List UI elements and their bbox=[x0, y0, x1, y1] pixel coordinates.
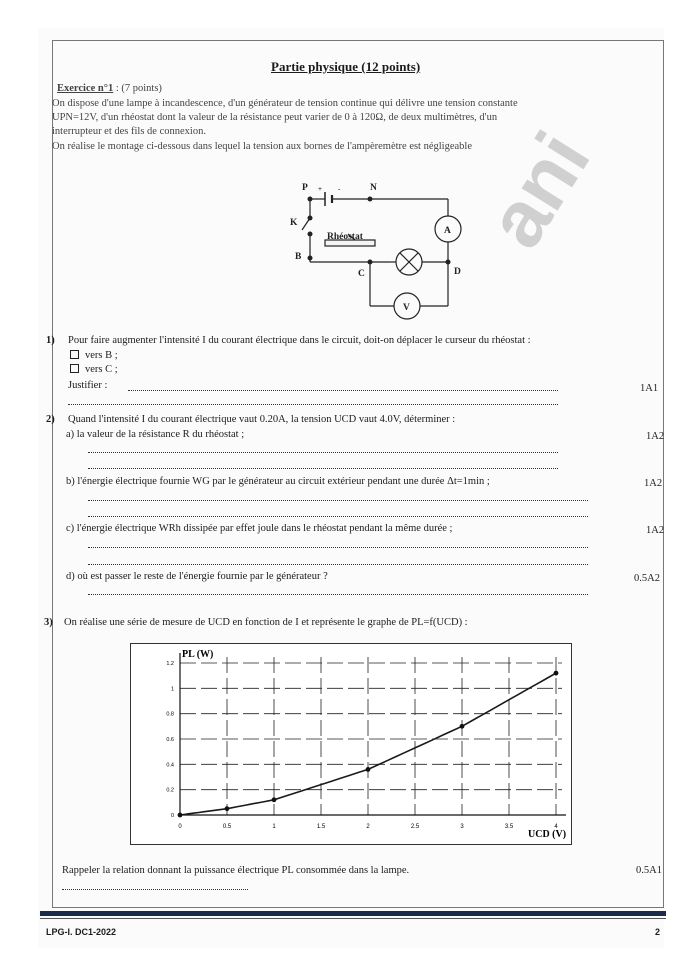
q1-answer-line-2[interactable] bbox=[68, 404, 558, 405]
y-axis-label: PL (W) bbox=[182, 649, 214, 660]
q1-option-b-label: vers B ; bbox=[85, 350, 118, 361]
footer-reference: LPG-I. DC1-2022 bbox=[46, 927, 117, 937]
exercise-points: : (7 points) bbox=[115, 83, 162, 94]
q2b-text: b) l'énergie électrique fournie WG par le générateur au circuit extérieur pendant une durée Δt=1min ; bbox=[66, 476, 490, 487]
x-tick-label: 0.5 bbox=[222, 824, 232, 830]
label-n: N bbox=[370, 183, 377, 193]
page-title: Partie physique (12 points) bbox=[271, 59, 421, 74]
q2a-score: 1A2 bbox=[646, 431, 665, 442]
label-p: P bbox=[302, 183, 308, 193]
q2c-score: 1A2 bbox=[646, 525, 665, 536]
label-voltmeter: V bbox=[403, 303, 410, 313]
q1-justify-label: Justifier : bbox=[68, 380, 108, 391]
intro-line-4: On réalise le montage ci-dessous dans lequel la tension aux bornes de l'ampèremètre est négligeable bbox=[52, 141, 472, 152]
exercise-heading bbox=[57, 82, 162, 95]
q2-number: 2) bbox=[46, 414, 55, 425]
y-tick-label: 0.8 bbox=[166, 711, 174, 718]
footer-bar bbox=[40, 911, 666, 916]
q2a-answer-line-1[interactable] bbox=[88, 452, 558, 453]
label-d: D bbox=[454, 267, 461, 277]
data-point bbox=[272, 797, 277, 802]
power-voltage-chart bbox=[130, 643, 572, 845]
chart-frame bbox=[131, 644, 572, 845]
q2a-text: a) la valeur de la résistance R du rhéostat ; bbox=[66, 429, 245, 440]
exercise-label: Exercice n°1 bbox=[57, 83, 114, 94]
q3-text: On réalise une série de mesure de UCD en fonction de I et représente le graphe de PL=f(UCD) : bbox=[64, 617, 468, 628]
q2b-score: 1A2 bbox=[644, 478, 663, 489]
data-point bbox=[225, 806, 230, 811]
q2-text: Quand l'intensité I du courant électrique vaut 0.20A, la tension UCD vaut 4.0V, déterminer : bbox=[68, 414, 456, 425]
x-tick-label: 0 bbox=[178, 824, 182, 830]
intro-line-3: interrupteur et des fils de connexion. bbox=[52, 126, 206, 137]
label-plus: + bbox=[318, 185, 322, 193]
recall-score: 0.5A1 bbox=[636, 865, 662, 876]
q2b-answer-line-1[interactable] bbox=[88, 500, 588, 501]
x-tick-label: 3 bbox=[460, 824, 464, 830]
x-tick-label: 1.5 bbox=[316, 824, 326, 830]
page-number: 2 bbox=[655, 927, 661, 937]
label-b: B bbox=[295, 252, 302, 262]
q2a-answer-line-2[interactable] bbox=[88, 468, 558, 469]
q2d-text: d) où est passer le reste de l'énergie fournie par le générateur ? bbox=[66, 571, 328, 582]
q3-number: 3) bbox=[44, 617, 53, 628]
label-minus: - bbox=[338, 185, 341, 193]
y-tick-label: 0 bbox=[170, 813, 174, 819]
intro-line-2: UPN=12V, d'un rhéostat dont la valeur de la résistance peut varier de 0 à 120Ω, de deux multimètres, d'un bbox=[52, 112, 498, 123]
x-tick-label: 4 bbox=[554, 824, 558, 830]
checkbox-c[interactable] bbox=[70, 364, 79, 373]
data-point bbox=[178, 813, 183, 818]
q1-option-c-label: vers C ; bbox=[85, 364, 118, 375]
x-tick-label: 2 bbox=[366, 824, 370, 830]
q2b-answer-line-2[interactable] bbox=[88, 516, 588, 517]
label-ammeter: A bbox=[444, 226, 451, 236]
data-point bbox=[554, 671, 559, 676]
data-point bbox=[366, 767, 371, 772]
q2c-answer-line-1[interactable] bbox=[88, 547, 588, 548]
y-tick-label: 1.2 bbox=[166, 661, 174, 667]
q1-score: 1A1 bbox=[640, 383, 659, 394]
q1-answer-line-1[interactable] bbox=[128, 390, 558, 391]
q2c-answer-line-2[interactable] bbox=[88, 564, 588, 565]
y-tick-label: 0.4 bbox=[166, 762, 174, 769]
q1-text: Pour faire augmenter l'intensité I du courant électrique dans le circuit, doit-on déplacer le curseur du rhéostat : bbox=[68, 335, 531, 346]
y-tick-label: 0.6 bbox=[166, 737, 174, 743]
q1-number: 1) bbox=[46, 335, 55, 346]
data-point bbox=[460, 724, 465, 729]
recall-question: Rappeler la relation donnant la puissance électrique PL consommée dans la lampe. bbox=[62, 865, 410, 876]
circuit-diagram bbox=[280, 176, 480, 326]
x-axis-label: UCD (V) bbox=[528, 829, 567, 840]
recall-answer-line[interactable] bbox=[62, 889, 248, 890]
q2c-text: c) l'énergie électrique WRh dissipée par effet joule dans le rhéostat pendant la même durée ; bbox=[66, 523, 453, 534]
q1-option-b[interactable] bbox=[70, 349, 118, 362]
checkbox-b[interactable] bbox=[70, 350, 79, 359]
intro-line-1: On dispose d'une lampe à incandescence, d'un générateur de tension continue qui délivre une tension constante bbox=[52, 98, 518, 109]
label-c: C bbox=[358, 269, 365, 279]
y-tick-label: 0.2 bbox=[166, 787, 174, 794]
label-k: K bbox=[290, 218, 298, 228]
q2d-answer-line[interactable] bbox=[88, 594, 588, 595]
watermark: ani bbox=[470, 116, 607, 263]
x-tick-label: 2.5 bbox=[410, 824, 420, 830]
x-tick-label: 1 bbox=[272, 824, 276, 830]
q2d-score: 0.5A2 bbox=[634, 573, 660, 584]
label-rheostat: Rhéostat bbox=[327, 232, 363, 242]
x-tick-label: 3.5 bbox=[504, 824, 514, 830]
q1-option-c[interactable] bbox=[70, 363, 118, 376]
y-tick-label: 1 bbox=[170, 686, 174, 693]
footer-line bbox=[40, 918, 666, 919]
